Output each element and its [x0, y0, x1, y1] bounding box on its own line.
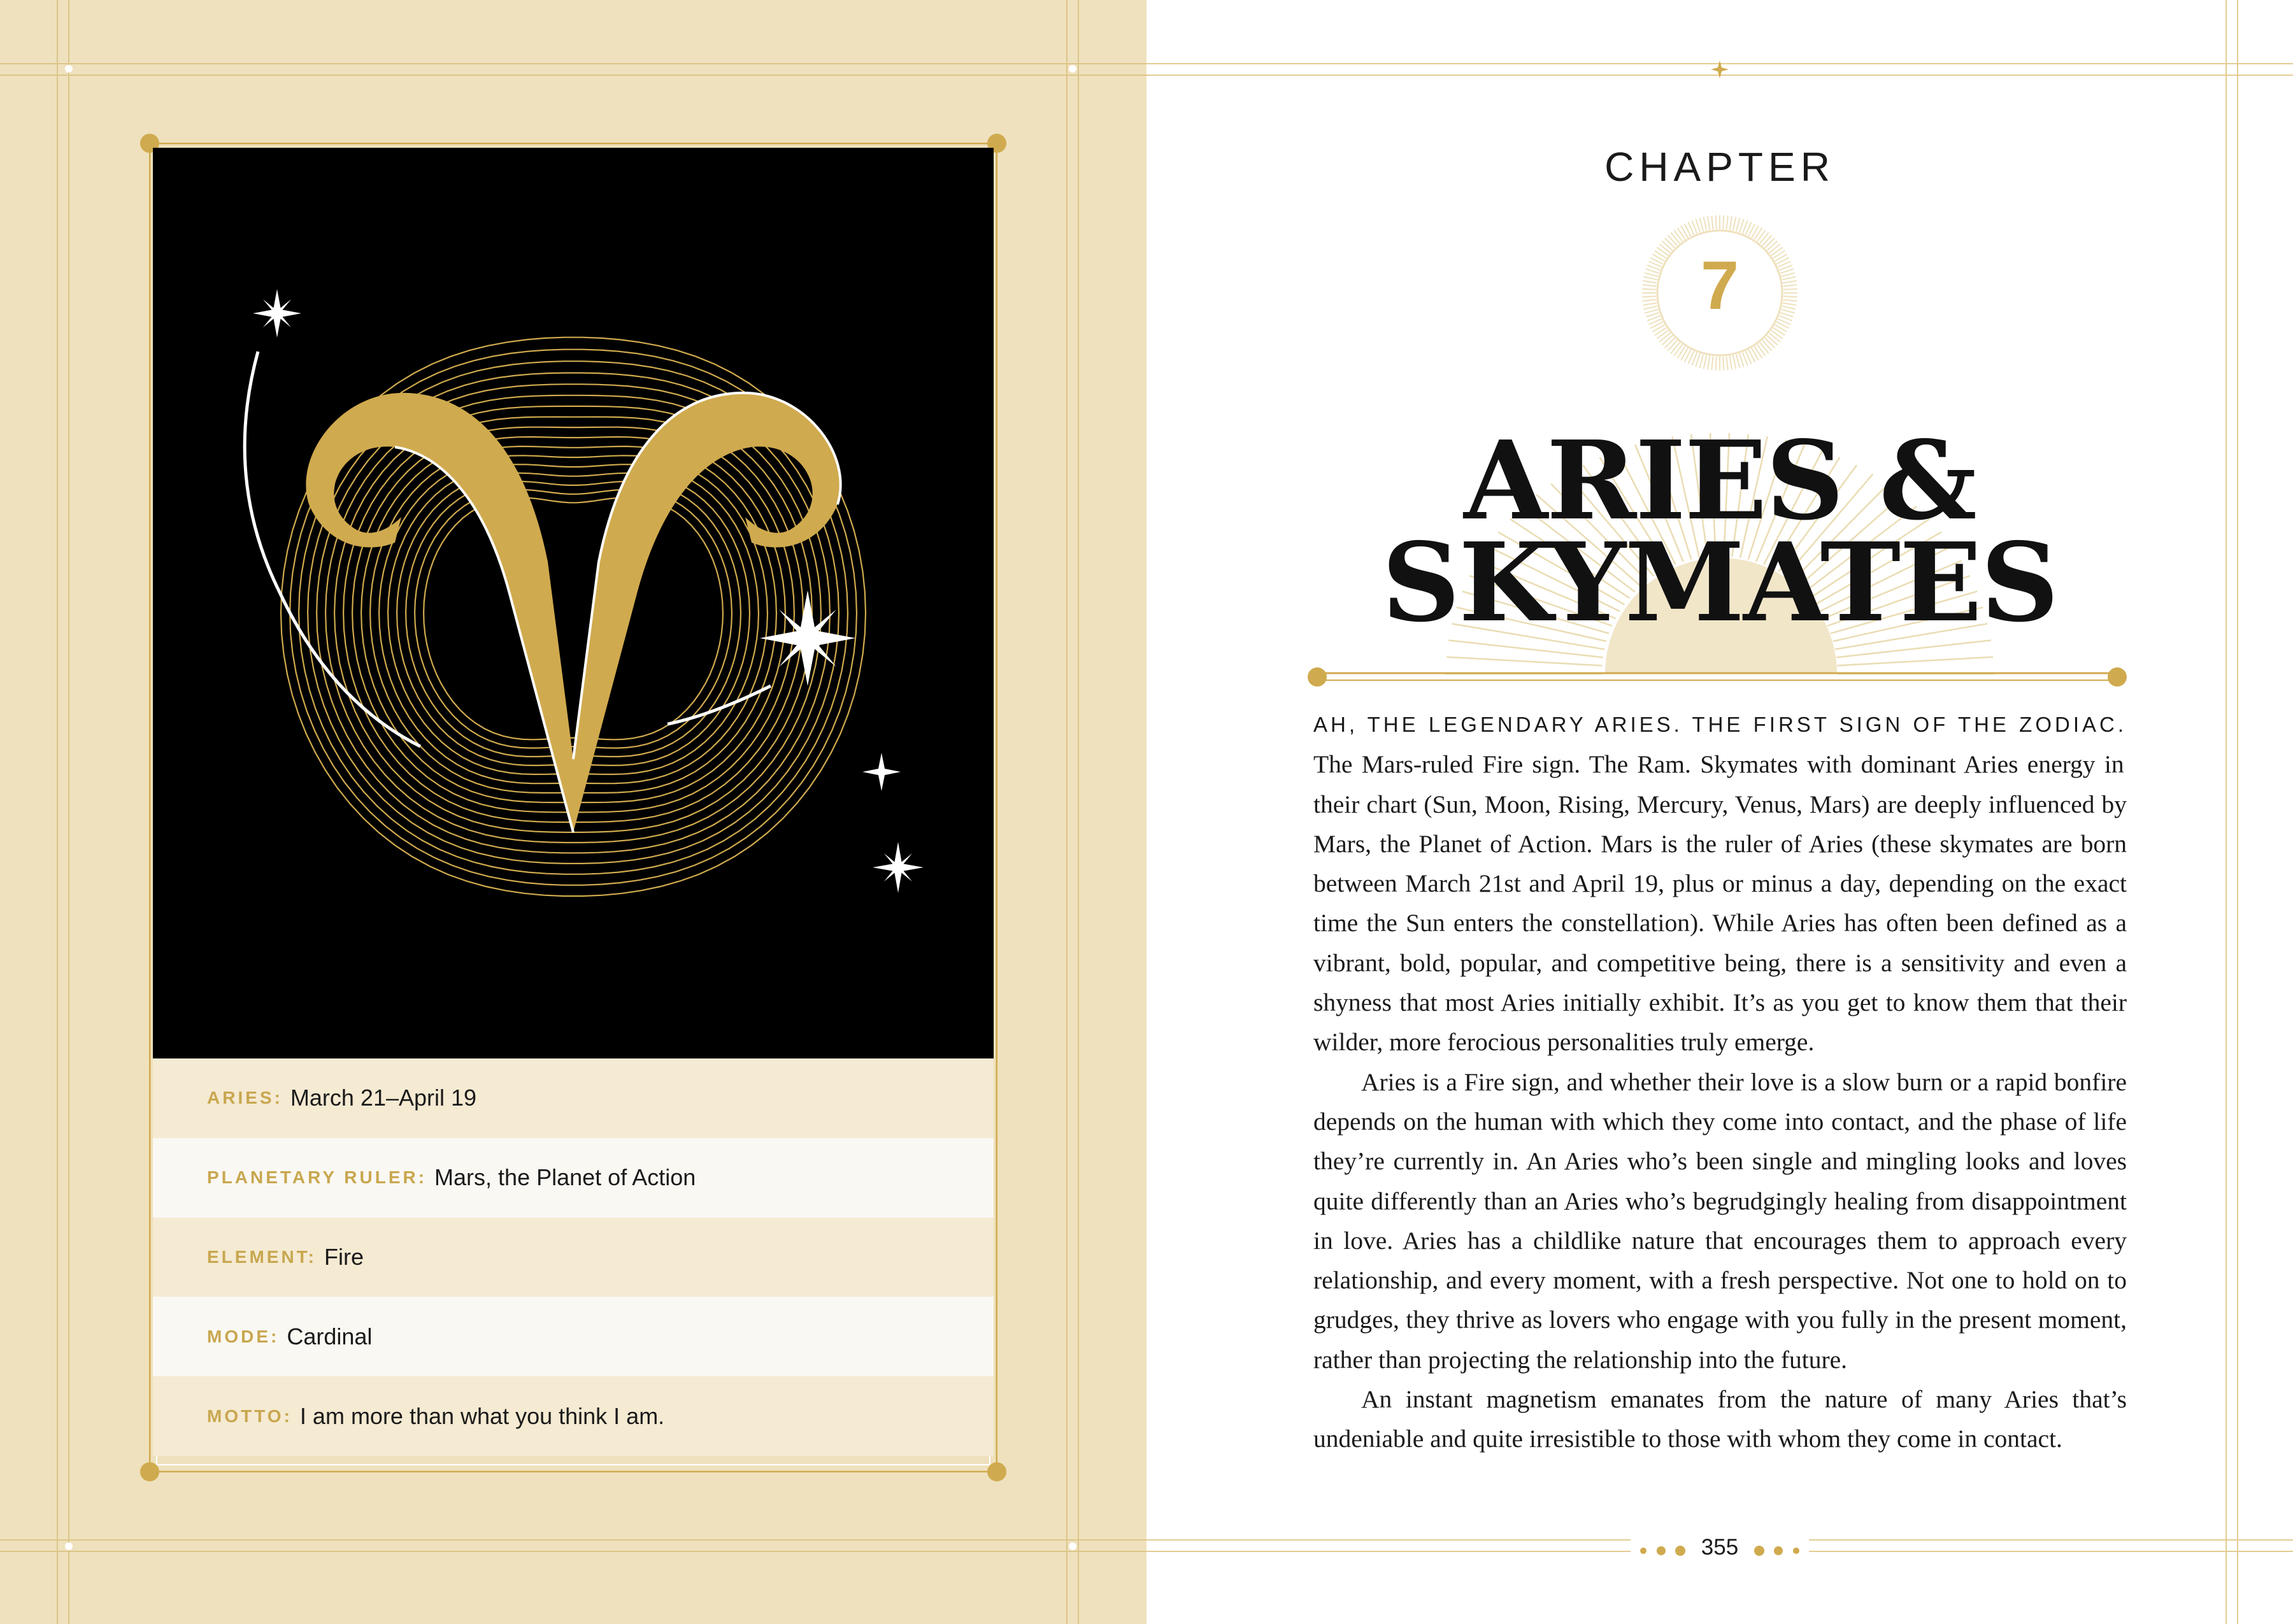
halo-ray: [1733, 217, 1736, 231]
body-paragraph: An instant magnetism emanates from the nature of many Aries that’s undeniable and quite irresistible to those with whom they come in contact.: [1313, 1385, 2127, 1453]
halo-ray: [1771, 331, 1783, 339]
halo-ray: [1708, 356, 1710, 370]
halo-ray: [1716, 357, 1717, 371]
halo-ray: [1643, 285, 1657, 286]
fact-label: ARIES:: [207, 1088, 283, 1108]
sparkle-star-icon: [862, 753, 901, 791]
halo-ray: [1736, 355, 1740, 368]
halo-ray: [1783, 285, 1797, 286]
halo-ray: [1644, 277, 1658, 280]
fact-row-element: [153, 1218, 994, 1297]
halo-ray: [1767, 336, 1777, 345]
halo-ray: [1642, 296, 1656, 297]
ring-line: [361, 437, 785, 802]
fact-row-mode: [153, 1297, 994, 1376]
halo-ray: [1711, 356, 1713, 370]
halo-ray: [1754, 228, 1762, 239]
ring-line: [415, 490, 732, 748]
halo-ray: [1782, 277, 1796, 280]
halo-ray: [1655, 327, 1666, 335]
halo-ray: [1757, 230, 1766, 241]
fact-row-sign-dates: [153, 1058, 994, 1138]
fact-value: Fire: [324, 1243, 364, 1270]
sunburst-ray: [1838, 657, 1993, 666]
halo-ray: [1662, 336, 1672, 345]
halo-ray: [1642, 289, 1656, 290]
ring-line: [424, 497, 723, 739]
halo-ray: [1783, 289, 1797, 290]
fact-label: MODE:: [207, 1326, 280, 1346]
halo-ray: [1671, 343, 1680, 353]
halo-ray: [1783, 281, 1797, 283]
sparkle-star-icon: [253, 289, 301, 338]
chapter-body: [1313, 704, 2127, 1459]
fact-value: Cardinal: [287, 1323, 373, 1350]
halo-ray: [1704, 355, 1707, 369]
halo-ray: [1783, 303, 1797, 305]
chapter-label: CHAPTER: [1604, 144, 1835, 190]
halo-ray: [1723, 215, 1724, 229]
halo-ray: [1659, 333, 1670, 342]
corner-dot: [140, 1462, 159, 1481]
halo-ray: [1678, 346, 1685, 358]
halo-ray: [1708, 217, 1710, 231]
halo-ray: [1723, 357, 1724, 371]
ring-line: [397, 473, 750, 766]
halo-ray: [1704, 217, 1707, 231]
halo-ray: [1665, 338, 1675, 348]
halo-ray: [1760, 343, 1769, 353]
fact-value: Mars, the Planet of Action: [434, 1164, 696, 1191]
halo-ray: [1730, 356, 1732, 370]
fact-label: PLANETARY RULER:: [207, 1167, 427, 1188]
chapter-title-line-2: SKYMATES: [1382, 519, 2058, 646]
halo-ray: [1783, 299, 1797, 301]
sign-facts-table: [153, 1058, 994, 1456]
body-paragraph: Aries is a Fire sign, and whether their love is a slow burn or a rapid bonfire depends on the human with which they come into contact, and the phase of life they’re currently in. An Aries who’s been single and mingling looks and loves quite differently than an Aries who’s begrudgingly healing from disappointment in love. Aries has a childlike nature that encourages them to approach every relationship, and every moment, with a fresh perspective. Not one to hold on to grudges, they thrive as lovers who engage with you fully in the present moment, rather than projecting the relationship into the future.: [1313, 1067, 2127, 1374]
halo-ray: [1760, 232, 1769, 243]
halo-ray: [1711, 216, 1713, 230]
halo-ray: [1671, 232, 1680, 243]
fact-value: March 21–April 19: [290, 1085, 477, 1111]
halo-ray: [1674, 345, 1682, 356]
fact-row-motto: [153, 1376, 994, 1456]
zodiac-card: [149, 143, 997, 1472]
body-paragraph: [1313, 704, 2127, 1062]
halo-ray: [1699, 218, 1703, 231]
halo-ray: [1668, 340, 1677, 350]
halo-ray: [1782, 306, 1796, 310]
halo-ray: [1726, 356, 1727, 370]
page-number: 355: [1701, 1535, 1739, 1560]
fact-label: MOTTO:: [207, 1406, 292, 1426]
chapter-title-line-1: ARIES &: [1464, 417, 1976, 545]
halo-ray: [1716, 215, 1717, 229]
fact-value: I am more than what you think I am.: [299, 1402, 665, 1429]
lead-in-text: AH, THE LEGENDARY ARIES. THE FIRST SIGN OF THE ZODIAC.: [1313, 713, 2127, 736]
halo-ray: [1730, 217, 1732, 231]
left-page: [0, 0, 1146, 1624]
aries-artwork: [153, 148, 994, 1058]
chapter-number: 7: [1700, 246, 1739, 324]
sparkle-star-icon: [873, 842, 924, 893]
halo-ray: [1733, 355, 1736, 369]
sunburst-ray: [1447, 657, 1602, 666]
halo-ray: [1699, 355, 1703, 368]
halo-ray: [1643, 281, 1657, 283]
halo-ray: [1674, 230, 1682, 241]
ring-line: [388, 464, 759, 774]
paragraph-text: The Mars-ruled Fire sign. The Ram. Skymates with dominant Aries energy in their chart (Sun, Moon, Rising, Mercury, Venus, Mars) are deeply influenced by Mars, the Planet of Action. Mars is the ruler of Aries (these skymates are born between March 21st and April 19, plus or minus a day, depending on the exact time the Sun enters the constellation). While Aries has often been defined as a vibrant, bold, popular, and competitive being, there is a sensitivity and even a shyness that most Aries initially exhibit. It’s as you get to know them that their wilder, more ferocious personalities truly emerge.: [1313, 750, 2127, 1057]
aries-illustration: [153, 148, 994, 1058]
halo-ray: [1643, 303, 1657, 305]
halo-ray: [1762, 235, 1772, 245]
halo-ray: [1769, 333, 1780, 342]
aries-ram-glyph-icon: [306, 393, 840, 832]
halo-ray: [1736, 218, 1740, 231]
halo-ray: [1762, 340, 1772, 350]
halo-ray: [1657, 331, 1668, 339]
fact-row-planetary-ruler: [153, 1138, 994, 1218]
halo-ray: [1726, 216, 1727, 230]
corner-dot: [987, 1462, 1006, 1481]
halo-ray: [1757, 345, 1766, 356]
halo-ray: [1754, 346, 1762, 358]
fact-label: ELEMENT:: [207, 1246, 317, 1267]
halo-ray: [1773, 327, 1785, 335]
halo-ray: [1783, 296, 1797, 297]
halo-ray: [1643, 299, 1657, 301]
halo-ray: [1668, 235, 1677, 245]
halo-ray: [1765, 338, 1775, 348]
halo-ray: [1644, 306, 1658, 310]
ring-line: [406, 481, 741, 757]
halo-ray: [1678, 228, 1685, 239]
